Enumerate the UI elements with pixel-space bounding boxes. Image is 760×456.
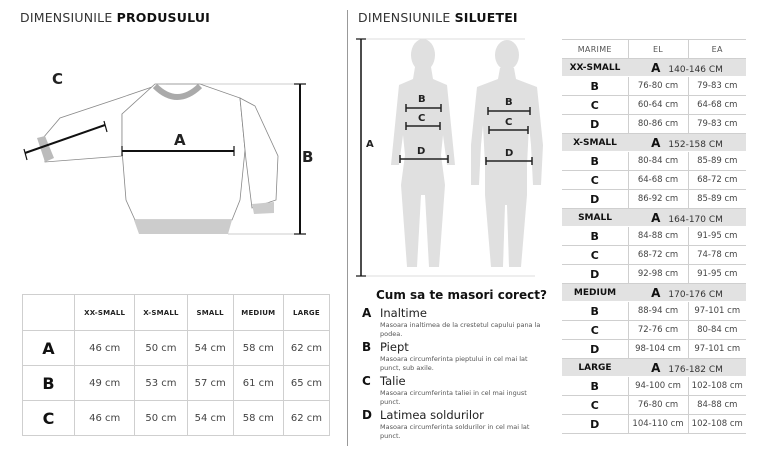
dim-label-c: C	[52, 70, 64, 88]
ea-value: 97-101 cm	[688, 340, 746, 359]
table-cell: 50 cm	[135, 401, 187, 436]
size-name: X-SMALL	[562, 134, 628, 152]
title-bold: SILUETEI	[454, 10, 518, 25]
table-cell: 62 cm	[283, 401, 329, 436]
table-row	[562, 302, 746, 321]
measure-label: C	[562, 96, 628, 115]
size-row-x-small	[562, 134, 746, 152]
size-name: XX-SMALL	[562, 59, 628, 77]
el-value: 98-104 cm	[628, 340, 688, 359]
table-header-row	[562, 40, 746, 59]
table-cell: 57 cm	[187, 366, 233, 401]
table-row	[23, 401, 330, 436]
table-row	[562, 415, 746, 434]
title-bold: PRODUSULUI	[116, 10, 211, 25]
sil-label-a: A	[366, 139, 374, 150]
a-range: 140-146 CM	[668, 64, 723, 75]
el-value: 84-88 cm	[628, 227, 688, 246]
row-label: B	[23, 366, 75, 401]
ea-value: 97-101 cm	[688, 302, 746, 321]
table-row	[562, 152, 746, 171]
table-row	[562, 77, 746, 96]
sil-label-d-male: D	[505, 148, 514, 159]
measure-letter: C	[362, 374, 371, 388]
el-value: 60-64 cm	[628, 96, 688, 115]
height-range	[628, 134, 746, 152]
product-section-title	[20, 10, 210, 25]
height-range	[628, 284, 746, 302]
a-label: A	[651, 210, 661, 225]
el-value: 94-100 cm	[628, 377, 688, 396]
el-value: 76-80 cm	[628, 396, 688, 415]
measure-name: Latimea soldurilor	[380, 408, 484, 422]
header-cell	[23, 295, 75, 331]
measure-name: Talie	[380, 374, 406, 388]
sil-label-b-female: B	[418, 94, 426, 105]
el-value: 92-98 cm	[628, 265, 688, 284]
ea-value: 79-83 cm	[688, 77, 746, 96]
table-row	[562, 227, 746, 246]
measure-label: B	[562, 77, 628, 96]
el-value: 86-92 cm	[628, 190, 688, 209]
table-row	[562, 190, 746, 209]
measure-label: D	[562, 340, 628, 359]
table-row	[562, 340, 746, 359]
measure-label: B	[562, 377, 628, 396]
measure-desc: Masoara circumferinta soldurilor in cel mai lat punct.	[380, 423, 530, 440]
measure-label: C	[562, 171, 628, 190]
table-cell: 54 cm	[187, 331, 233, 366]
measure-desc: Masoara circumferinta taliei in cel mai ingust punct.	[380, 389, 527, 406]
a-label: A	[651, 135, 661, 150]
header-cell: LARGE	[283, 295, 329, 331]
table-row	[562, 246, 746, 265]
a-range: 164-170 CM	[668, 214, 723, 225]
measure-letter: B	[362, 340, 372, 354]
table-cell: 62 cm	[283, 331, 329, 366]
silhouette-section-title	[358, 10, 518, 25]
header-cell: EL	[628, 40, 688, 59]
measure-label: D	[562, 190, 628, 209]
header-cell: X-SMALL	[135, 295, 187, 331]
a-label: A	[651, 360, 661, 375]
size-row-medium	[562, 284, 746, 302]
height-range	[628, 59, 746, 77]
title-light: DIMENSIUNILE	[358, 10, 451, 25]
size-name: LARGE	[562, 359, 628, 377]
measure-label: B	[562, 302, 628, 321]
sil-label-b-male: B	[505, 97, 513, 108]
table-row	[562, 265, 746, 284]
table-cell: 46 cm	[75, 401, 135, 436]
table-cell: 58 cm	[233, 401, 283, 436]
row-label: A	[23, 331, 75, 366]
measure-letter: A	[362, 306, 372, 320]
size-row-xx-small	[562, 59, 746, 77]
size-name: SMALL	[562, 209, 628, 227]
table-row	[562, 96, 746, 115]
measure-label: C	[562, 321, 628, 340]
el-value: 104-110 cm	[628, 415, 688, 434]
ea-value: 74-78 cm	[688, 246, 746, 265]
table-cell: 53 cm	[135, 366, 187, 401]
silhouette-size-table	[562, 39, 746, 434]
ea-value: 91-95 cm	[688, 265, 746, 284]
table-cell: 50 cm	[135, 331, 187, 366]
a-label: A	[651, 285, 661, 300]
table-cell: 58 cm	[233, 331, 283, 366]
ea-value: 84-88 cm	[688, 396, 746, 415]
size-row-small	[562, 209, 746, 227]
el-value: 88-94 cm	[628, 302, 688, 321]
measure-label: D	[562, 115, 628, 134]
product-size-table	[22, 294, 330, 436]
title-light: DIMENSIUNILE	[20, 10, 113, 25]
ea-value: 102-108 cm	[688, 415, 746, 434]
size-name: MEDIUM	[562, 284, 628, 302]
row-label: C	[23, 401, 75, 436]
sil-label-c-male: C	[505, 117, 513, 128]
ea-value: 85-89 cm	[688, 190, 746, 209]
table-cell: 54 cm	[187, 401, 233, 436]
measure-label: B	[562, 227, 628, 246]
measure-label: B	[562, 152, 628, 171]
ea-value: 91-95 cm	[688, 227, 746, 246]
sil-label-d-female: D	[417, 146, 426, 157]
table-cell: 46 cm	[75, 331, 135, 366]
sil-label-c-female: C	[418, 113, 426, 124]
table-row	[562, 171, 746, 190]
ea-value: 102-108 cm	[688, 377, 746, 396]
a-range: 152-158 CM	[668, 139, 723, 150]
measure-desc: Masoara inaltimea de la crestetul capului pana la podea.	[380, 321, 541, 338]
table-cell: 65 cm	[283, 366, 329, 401]
ea-value: 85-89 cm	[688, 152, 746, 171]
dim-label-a: A	[174, 131, 186, 149]
el-value: 80-84 cm	[628, 152, 688, 171]
el-value: 72-76 cm	[628, 321, 688, 340]
measure-letter: D	[362, 408, 372, 422]
table-row	[23, 331, 330, 366]
height-range	[628, 359, 746, 377]
ea-value: 79-83 cm	[688, 115, 746, 134]
table-row	[562, 377, 746, 396]
measure-label: D	[562, 265, 628, 284]
table-cell: 61 cm	[233, 366, 283, 401]
size-row-large	[562, 359, 746, 377]
header-cell: MARIME	[562, 40, 628, 59]
a-label: A	[651, 60, 661, 75]
measure-label: D	[562, 415, 628, 434]
ea-value: 80-84 cm	[688, 321, 746, 340]
how-to-measure-title: Cum sa te masori corect?	[376, 288, 547, 302]
table-cell: 49 cm	[75, 366, 135, 401]
section-divider	[347, 10, 348, 446]
table-row	[562, 396, 746, 415]
header-cell: EA	[688, 40, 746, 59]
table-row	[562, 321, 746, 340]
table-row	[23, 366, 330, 401]
dim-label-b: B	[302, 148, 314, 166]
a-range: 176-182 CM	[668, 364, 723, 375]
table-header-row	[23, 295, 330, 331]
a-range: 170-176 CM	[668, 289, 723, 300]
el-value: 68-72 cm	[628, 246, 688, 265]
ea-value: 64-68 cm	[688, 96, 746, 115]
measure-name: Inaltime	[380, 306, 427, 320]
el-value: 76-80 cm	[628, 77, 688, 96]
el-value: 80-86 cm	[628, 115, 688, 134]
measure-label: C	[562, 246, 628, 265]
header-cell: MEDIUM	[233, 295, 283, 331]
height-range	[628, 209, 746, 227]
measure-desc: Masoara circumferinta pieptului in cel mai lat punct, sub axile.	[380, 355, 528, 372]
sweater-diagram	[0, 50, 340, 250]
el-value: 64-68 cm	[628, 171, 688, 190]
silhouette-diagram	[355, 35, 555, 280]
header-cell: SMALL	[187, 295, 233, 331]
header-cell: XX-SMALL	[75, 295, 135, 331]
measure-label: C	[562, 396, 628, 415]
table-row	[562, 115, 746, 134]
ea-value: 68-72 cm	[688, 171, 746, 190]
measure-name: Piept	[380, 340, 409, 354]
